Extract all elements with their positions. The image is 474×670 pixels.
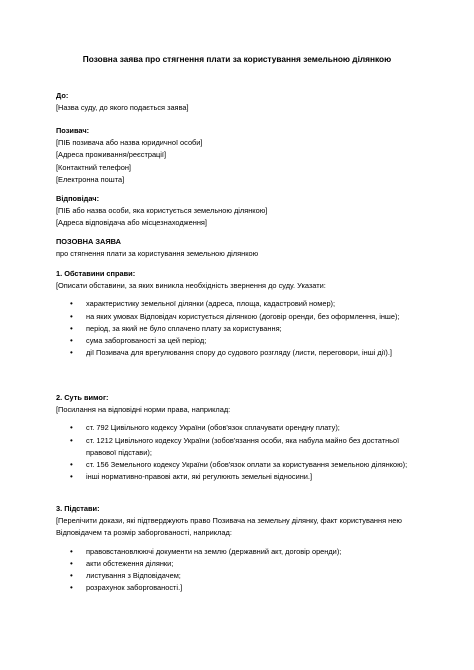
section2-list xyxy=(56,422,428,483)
section-circumstances xyxy=(56,268,428,359)
claim-heading: ПОЗОВНА ЗАЯВА xyxy=(56,237,121,246)
to-section xyxy=(56,90,428,114)
defendant-section xyxy=(56,193,428,230)
defendant-address: [Адреса відповідача або місцезнаходження] xyxy=(56,218,207,228)
list-item: • ст. 792 Цивільного кодексу України (обов'язок сплачувати орендну плату); xyxy=(56,422,428,434)
list-item: • правовстановлюючі документи на землю (державний акт, договір оренди); xyxy=(56,546,428,558)
plaintiff-name: [ПІБ позивача або назва юридичної особи] xyxy=(56,138,203,148)
document-title: Позовна заява про стягнення плати за користування земельною ділянкою xyxy=(82,54,392,64)
plaintiff-address: [Адреса проживання/реєстрації] xyxy=(56,150,167,160)
claim-section xyxy=(56,236,428,260)
list-item: • дії Позивача для врегулювання спору до судового розгляду (листи, переговори, інші дії).] xyxy=(56,347,428,359)
list-item: • ст. 156 Земельного кодексу України (обов'язок оплати за користування земельною ділянкою); xyxy=(56,459,428,471)
list-item: • характеристику земельної ділянки (адреса, площа, кадастровий номер); xyxy=(56,298,428,310)
section-claims xyxy=(56,392,428,483)
list-item: • сума заборгованості за цей період; xyxy=(56,335,428,347)
list-item: • інші нормативно-правові акти, які регулюють земельні відносини.] xyxy=(56,471,428,483)
defendant-name: [ПІБ або назва особи, яка користується земельною ділянкою] xyxy=(56,206,268,216)
plaintiff-email: [Електронна пошта] xyxy=(56,174,125,184)
list-item: • листування з Відповідачем; xyxy=(56,570,428,582)
section3-list xyxy=(56,546,428,595)
plaintiff-phone: [Контактний телефон] xyxy=(56,162,131,172)
list-item: • розрахунок заборгованості.] xyxy=(56,582,428,594)
list-item: • період, за який не було сплачено плату за користування; xyxy=(56,323,428,335)
list-item: • на яких умовах Відповідач користується ділянкою (договір оренди, без оформлення, інше); xyxy=(56,311,428,323)
section2-heading: 2. Суть вимог: xyxy=(56,393,109,402)
claim-subtitle: про стягнення плати за користування земельною ділянкою xyxy=(56,249,259,259)
to-heading: До: xyxy=(56,91,69,100)
plaintiff-section xyxy=(56,125,428,186)
section3-heading: 3. Підстави: xyxy=(56,504,100,513)
section3-intro: [Перелічити докази, які підтверджують право Позивача на земельну ділянку, факт користування нею Відповідачем та розмір заборгованості, наприклад: xyxy=(56,516,402,538)
section-grounds xyxy=(56,503,428,594)
section1-list xyxy=(56,298,428,359)
section1-intro: [Описати обставини, за яких виникла необхідність звернення до суду. Указати: xyxy=(56,281,326,291)
section2-intro: [Посилання на відповідні норми права, наприклад: xyxy=(56,405,231,415)
list-item: • акти обстеження ділянки; xyxy=(56,558,428,570)
section1-heading: 1. Обставини справи: xyxy=(56,269,136,278)
court-line: [Назва суду, до якого подається заява] xyxy=(56,103,189,113)
list-item: • ст. 1212 Цивільного кодексу України (зобов'язання особи, яка набула майно без достатньої правової підстави); xyxy=(56,435,428,459)
defendant-heading: Відповідач: xyxy=(56,194,100,203)
plaintiff-heading: Позивач: xyxy=(56,126,90,135)
